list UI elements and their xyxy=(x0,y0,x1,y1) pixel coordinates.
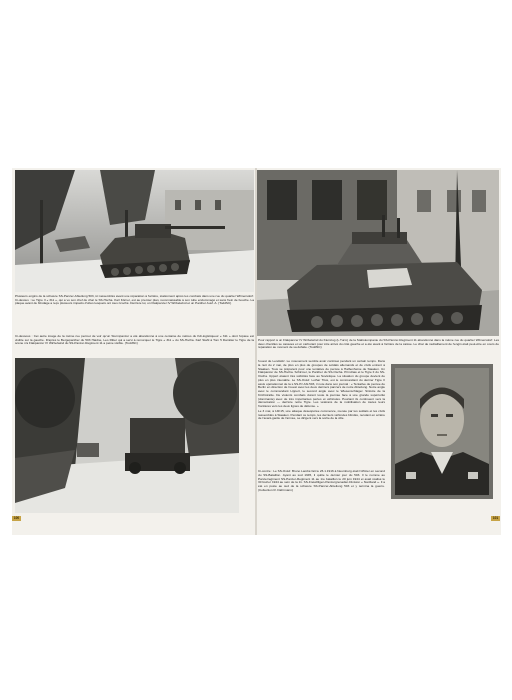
paragraph: Le 3 mai, à 14h15, une attaque désespérée commence, menée par les soldats et les civils rassemblés à Staaken. Pendant ce temps, les derniers véhicules blindés, reculant en arrière de l'avant-garde de l'armée, se dirigent vers la sortie de la ville. xyxy=(258,408,385,421)
paragraph: l'ouest de Lendwitz. Le mouvement semble avoir continué pendant un certain temps. Dans la nuit du 2 mai, de plus en plus de groupes de soldats allemands et de civils entrent à Staaken. Tous se préparent pour une tentative de percée à Halbenheine de Staaken. Un Flakpanzer de SS-Hscha. Schirmer, le Panther du SS-Oscha. Pirmzlaw et le Tigre II du SS-Oscha. Uppert étaient très sollicités face au Soviétique. La situation du groupe devient de plus en plus intenable. Le SS-Ostuf. Lothar Titus, est le commandant du dernier Tigre II assis opérationnel de la s.SS-Pz.Abt.503, il note dans son journal : « Tentative de percée de Berlin en direction de l'ouest avec les deux derniers panzers de notre Abteilung. Notre angle avec le commandant Lippert, le second angle avec le Wiesenschlager. Sinistre de la Kirchstraße. De violents combats durent toute la journée face à une grande supériorité (dominante) avec de très importantes pertes et véhicules. Pourtant ils continuent vers la démarcation — derrière notre Tigre. Les vétérans de la mobilisation de toutes leurs frontières vers les deux lignes de défense. » xyxy=(258,360,385,408)
caption-portrait: Ci-contre : Le SS-Ostuf. Bruno Lambé fait le 26.1.1916 à Neumburg était l'officier en second du SS-Bataillon. Ayant au sud 1945, il quitte le dernier jour du 503. Il le nomme au Panzerregiment SS-Panzer-Regiment 11 au 1re bataillon le 20 juin 1944 et avait réalisé le 30 février 1944 au sein de la 11. SS-Freiwilligen-Panzergrenadier-Division « Nordland ». Il a été en poste au sud de la schwere SS-Panzer-Abteilung 503 et y termina la guerre. (Collection R. Dahrmann) xyxy=(258,470,385,492)
photo-tiger-tank-street xyxy=(15,170,254,292)
photo-flakpanzer-wirbelwind xyxy=(257,170,499,336)
caption-photo-1: Plusieurs engins de la schwere SS-Panzer-Abteilung 503, ici rassemblés avant une réparation à l'arrière, stationnent après les combats dans une rue du quartier Wilmersdorf. Ci-dessus : Le Tigre II « 311 », qui a vu son chef de char le SS-Hscha. Karl Körner, est au premier plan, reconnaissable à son tube endommagé et sans frein de bouche. La plaque avant de blindage a reçu plusieurs impacts d'obus lesquels ont tous ricoché. Derrière lui, un Flakpanzer IV Wirbelwind et un Panther Ausf. A. (ToddSC) xyxy=(15,295,254,306)
page-number-left: 100 xyxy=(13,516,20,520)
caption-photo-2: Pour rapport à un Flakpanzer IV Wirbelwind du Kleinzug (L.Turm) de la Stabskompanie du SS-Panzer-Regiment 11 abandonné dans la même rue du quartier Wilmersdorf. Les deux chenilles se cassées et un carburant pour être arrivé du côté gauche et a été avant à l'arrière de la caisse. Le char de ravitaillement de l'engin était peut-être en cours de réparation au moment de sa défaite. (ToddSC) xyxy=(258,339,499,350)
caption-photo-3: Ci-dessous : Cet autre image de la même rue permet de voir qu'un Sturmpanzer a été abandonné à une centaine de mètres du Kdi-logistiqueur « 311 » dont l'épave est visible sur la gauche. D'après le Bergepanther du 503 Haidne, Leo Ritter qui a servi à remorquer le Tigre « 311 » du SS-Hscha. Karl Stahl à Tom 5 Damitier le Tigre de la scène n'a Flakpanzer IV Wirbelwind du SS-Panzer-Regiment 11 a peine visible. (ToddSC) xyxy=(15,335,254,346)
photo-officer-portrait xyxy=(391,364,493,499)
page-number-right: 101 xyxy=(492,516,499,520)
photo-street-vehicles xyxy=(15,358,239,513)
